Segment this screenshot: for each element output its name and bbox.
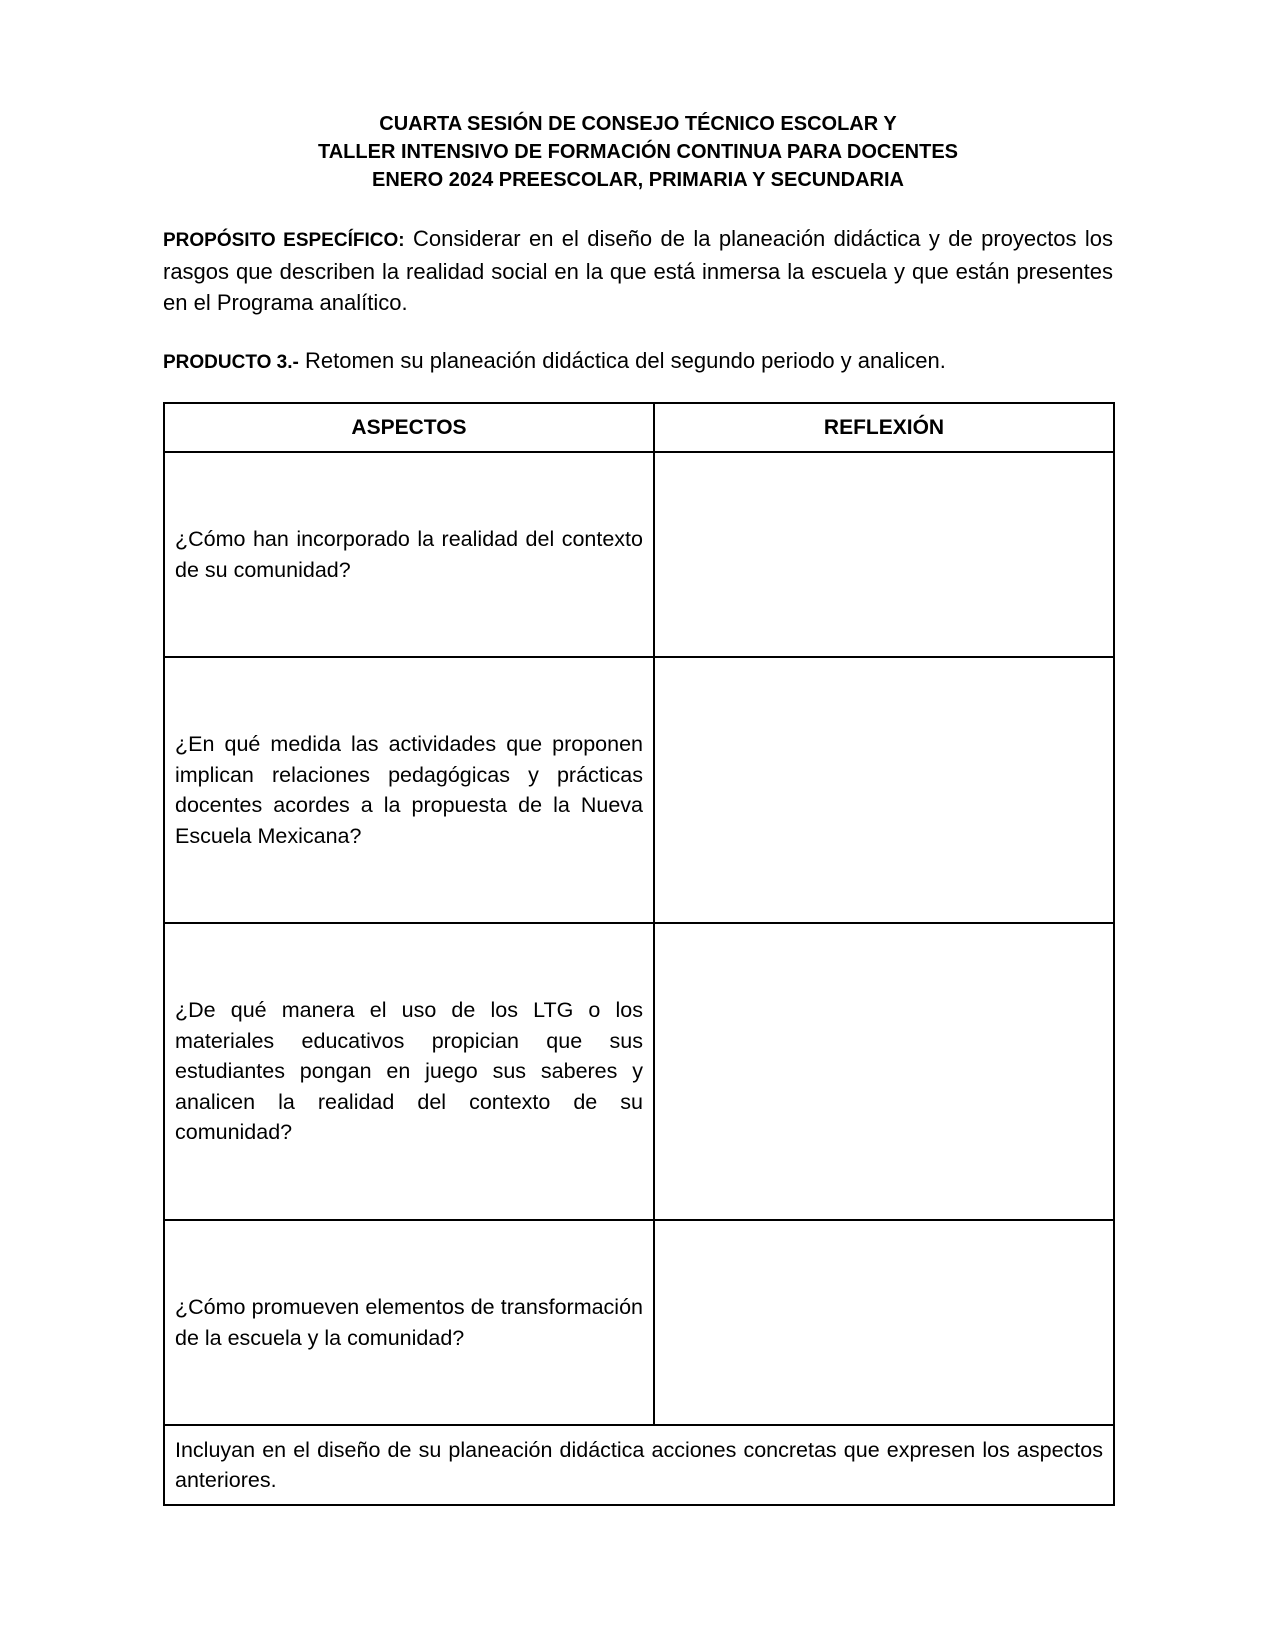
document-page [163, 110, 1113, 1492]
reflection-cell[interactable] [654, 1220, 1114, 1425]
column-header-reflexion: REFLEXIÓN [654, 403, 1114, 452]
purpose-paragraph [163, 223, 1113, 318]
reflection-cell[interactable] [654, 452, 1114, 657]
table-footer-row [164, 1425, 1114, 1505]
purpose-label: PROPÓSITO ESPECÍFICO: [163, 230, 405, 251]
purpose-text: Considerar en el diseño de la planeación didáctica y de proyectos los rasgos que describen la realidad social en la que está inmersa la escuela y que están presentes en el Programa analítico. [163, 226, 1113, 315]
reflection-cell[interactable] [654, 657, 1114, 923]
table-row [164, 1220, 1114, 1425]
table-row [164, 923, 1114, 1220]
header-line-2: TALLER INTENSIVO DE FORMACIÓN CONTINUA PARA DOCENTES [318, 141, 958, 163]
header-line-1: CUARTA SESIÓN DE CONSEJO TÉCNICO ESCOLAR Y [379, 113, 897, 135]
table-row [164, 657, 1114, 923]
table-footer-note: Incluyan en el diseño de su planeación didáctica acciones concretas que expresen los aspectos anteriores. [164, 1425, 1114, 1505]
table-row [164, 452, 1114, 657]
aspect-cell: ¿Cómo promueven elementos de transformación de la escuela y la comunidad? [164, 1220, 654, 1425]
product-paragraph [163, 345, 1113, 378]
aspect-cell: ¿De qué manera el uso de los LTG o los materiales educativos propician que sus estudiantes pongan en juego sus saberes y analicen la realidad del contexto de su comunidad? [164, 923, 654, 1220]
header-line-3: ENERO 2024 PREESCOLAR, PRIMARIA Y SECUNDARIA [372, 169, 904, 191]
aspect-cell: ¿Cómo han incorporado la realidad del contexto de su comunidad? [164, 452, 654, 657]
reflection-table [163, 402, 1115, 1506]
product-text: Retomen su planeación didáctica del segundo periodo y analicen. [304, 348, 946, 373]
table-header-row [164, 403, 1114, 452]
aspect-cell: ¿En qué medida las actividades que proponen implican relaciones pedagógicas y prácticas docentes acordes a la propuesta de la Nueva Escuela Mexicana? [164, 657, 654, 923]
reflection-cell[interactable] [654, 923, 1114, 1220]
document-header [163, 110, 1113, 194]
product-label: PRODUCTO 3.- [163, 352, 299, 373]
column-header-aspectos: ASPECTOS [164, 403, 654, 452]
